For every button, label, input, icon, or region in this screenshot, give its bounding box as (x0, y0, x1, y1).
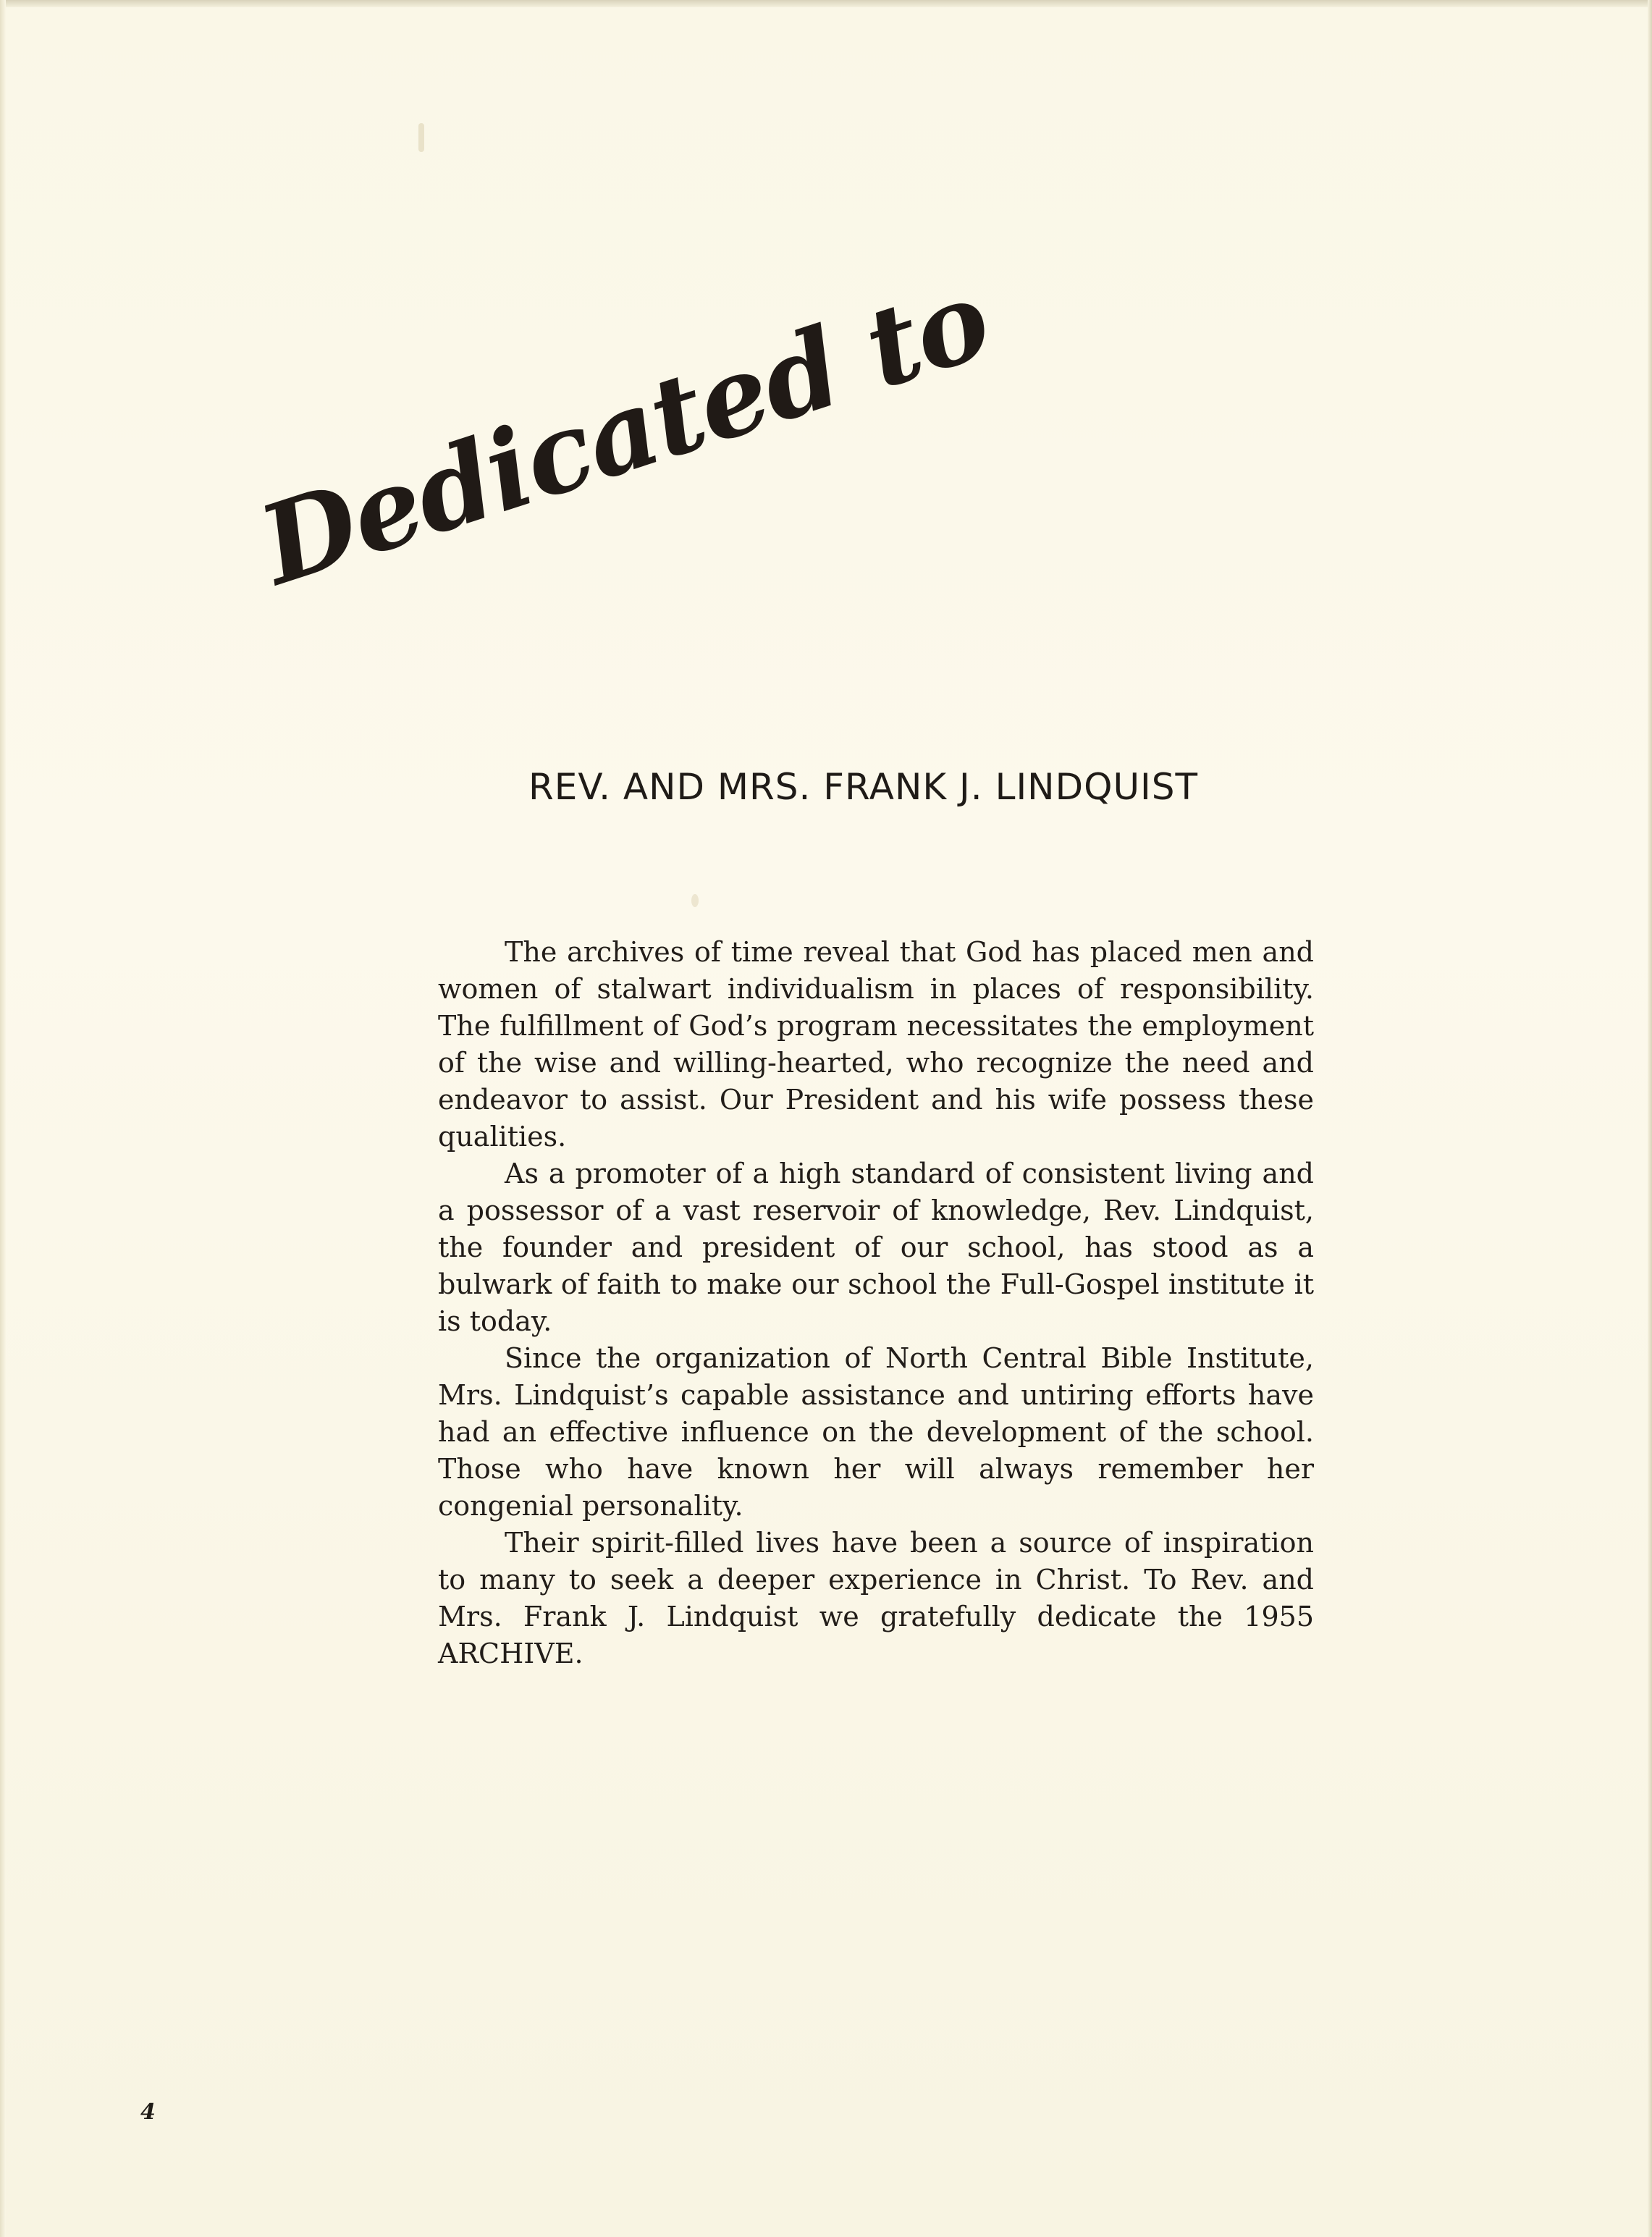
dedication-body (438, 934, 1314, 1672)
dedication-heading: Dedicated to (245, 255, 1004, 610)
paragraph: Their spirit-filled lives have been a source of inspiration to many to seek a deeper experience in Christ. To Rev. and Mrs. Frank J. Lindquist we gratefully dedicate the 1955 ARCHIVE. (438, 1527, 1314, 1669)
page-left-edge (0, 0, 6, 2237)
paragraph: As a promoter of a high standard of consistent living and a possessor of a vast reservoir of knowledge, Rev. Lindquist, the founder and president of our school, has stood as a bulwark of faith to make our school the Full-Gospel institute it is today. (438, 1158, 1314, 1337)
page-number: 4 (140, 2099, 156, 2125)
paper-speck (418, 123, 424, 152)
paragraph: Since the organization of North Central Bible Institute, Mrs. Lindquist’s capable assistance and untiring efforts have had an effective influence on the development of the school. Those who have known her will always remember her congenial personality. (438, 1342, 1314, 1522)
paragraph: The archives of time reveal that God has placed men and women of stalwart individualism in places of responsibility. The fulfillment of God’s program necessitates the employment of the wise and willing-hearted, who recognize the need and endeavor to assist. Our President and his wife possess these qualities. (438, 936, 1314, 1153)
paper-speck (691, 894, 699, 907)
page-right-edge (1648, 0, 1652, 2237)
page-top-edge (0, 0, 1652, 7)
honorees-title: REV. AND MRS. FRANK J. LINDQUIST (528, 766, 1199, 808)
